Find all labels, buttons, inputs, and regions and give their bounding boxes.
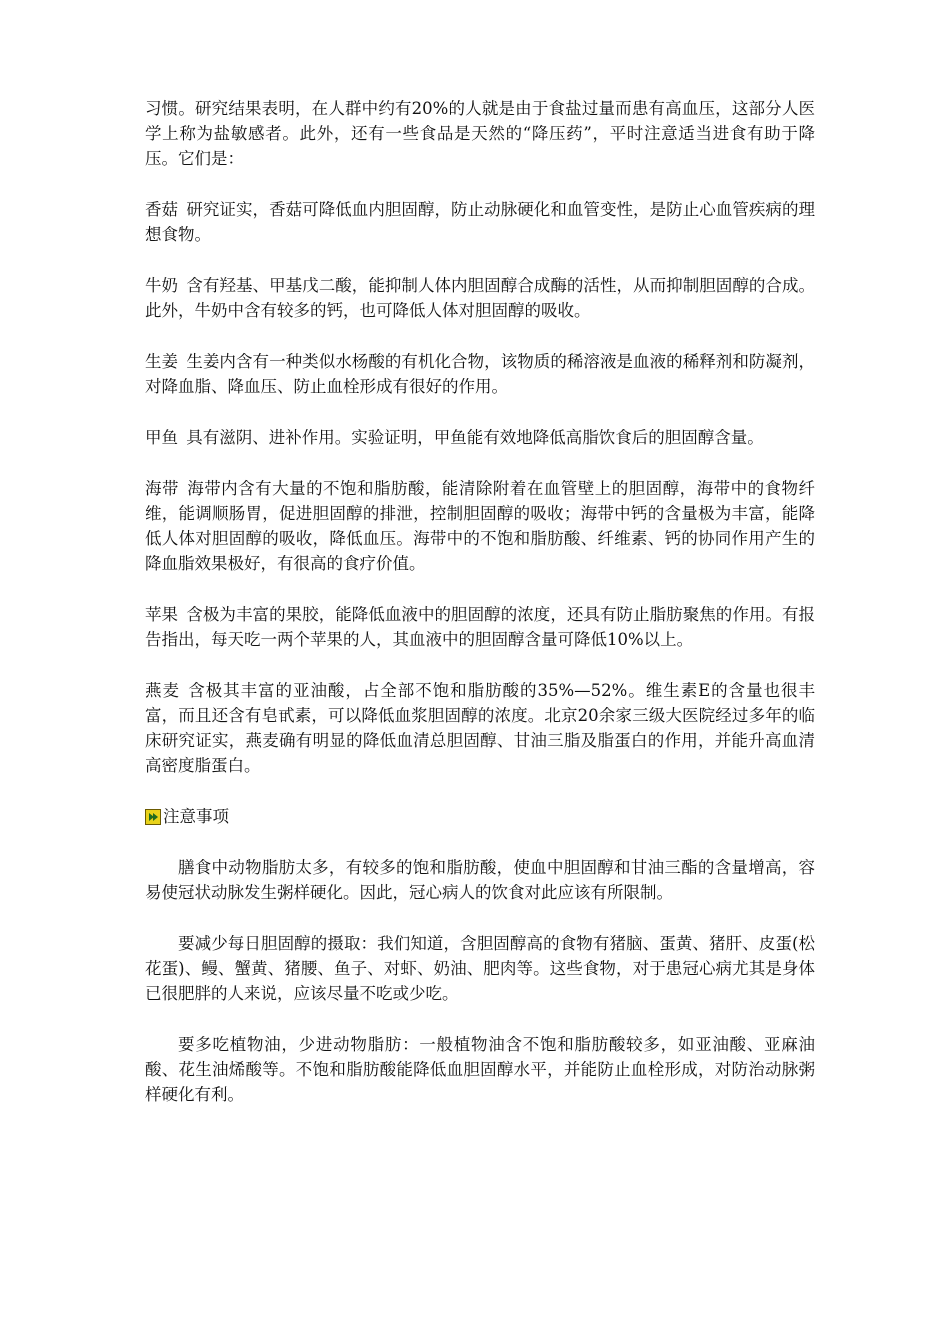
food-item-apple bbox=[145, 602, 815, 652]
food-item-mushroom bbox=[145, 197, 815, 247]
food-description: 含有羟基、甲基戊二酸，能抑制人体内胆固醇合成酶的活性，从而抑制胆固醇的合成。此外，牛奶中含有较多的钙，也可降低人体对胆固醇的吸收。 bbox=[145, 276, 816, 320]
food-item-ginger bbox=[145, 349, 815, 399]
food-name: 生姜 bbox=[145, 352, 179, 371]
intro-paragraph: 习惯。研究结果表明，在人群中约有20%的人就是由于食盐过量而患有高血压，这部分人医学上称为盐敏感者。此外，还有一些食品是天然的“降压药”，平时注意适当进食有助于降压。它们是： bbox=[145, 99, 815, 168]
food-description: 具有滋阴、进补作用。实验证明，甲鱼能有效地降低高脂饮食后的胆固醇含量。 bbox=[186, 428, 764, 447]
note-paragraph: 要减少每日胆固醇的摄取：我们知道，含胆固醇高的食物有猪脑、蛋黄、猪肝、皮蛋(松花蛋)、鳗、蟹黄、猪腰、鱼子、对虾、奶油、肥肉等。这些食物，对于患冠心病尤其是身体已很肥胖的人来说，应该尽量不吃或少吃。 bbox=[145, 934, 815, 1003]
notes-heading-text: 注意事项 bbox=[163, 807, 229, 826]
food-item-kelp bbox=[145, 476, 815, 576]
food-description: 研究证实，香菇可降低血内胆固醇，防止动脉硬化和血管变性，是防止心血管疾病的理想食物。 bbox=[145, 200, 816, 244]
food-description: 含极其丰富的亚油酸，占全部不饱和脂肪酸的35%—52%。维生素E的含量也很丰富，而且还含有皂甙素，可以降低血浆胆固醇的浓度。北京20余家三级大医院经过多年的临床研究证实，燕麦确有明显的降低血清总胆固醇、甘油三脂及脂蛋白的作用，并能升高血清高密度脂蛋白。 bbox=[145, 681, 815, 775]
food-description: 海带内含有大量的不饱和脂肪酸，能清除附着在血管壁上的胆固醇，海带中的食物纤维，能调顺肠胃，促进胆固醇的排泄，控制胆固醇的吸收；海带中钙的含量极为丰富，能降低人体对胆固醇的吸收，降低血压。海带中的不饱和脂肪酸、纤维素、钙的协同作用产生的降血脂效果极好，有很高的食疗价值。 bbox=[145, 479, 816, 573]
food-name: 海带 bbox=[145, 479, 179, 498]
food-name: 牛奶 bbox=[145, 276, 179, 295]
food-name: 苹果 bbox=[145, 605, 179, 624]
food-item-turtle bbox=[145, 425, 815, 450]
note-paragraph: 要多吃植物油，少进动物脂肪：一般植物油含不饱和脂肪酸较多，如亚油酸、亚麻油酸、花生油烯酸等。不饱和脂肪酸能降低血胆固醇水平，并能防止血栓形成，对防治动脉粥样硬化有利。 bbox=[145, 1035, 815, 1104]
food-item-milk bbox=[145, 273, 815, 323]
food-name: 燕麦 bbox=[145, 681, 180, 700]
notes-heading bbox=[145, 804, 815, 829]
food-description: 生姜内含有一种类似水杨酸的有机化合物，该物质的稀溶液是血液的稀释剂和防凝剂，对降血脂、降血压、防止血栓形成有很好的作用。 bbox=[145, 352, 816, 396]
food-name: 甲鱼 bbox=[145, 428, 178, 447]
food-item-oats bbox=[145, 678, 815, 778]
food-name: 香菇 bbox=[145, 200, 179, 219]
note-paragraph: 膳食中动物脂肪太多，有较多的饱和脂肪酸，使血中胆固醇和甘油三酯的含量增高，容易使冠状动脉发生粥样硬化。因此，冠心病人的饮食对此应该有所限制。 bbox=[145, 858, 815, 902]
document-page bbox=[145, 96, 815, 1133]
food-description: 含极为丰富的果胶，能降低血液中的胆固醇的浓度，还具有防止脂肪聚焦的作用。有报告指出，每天吃一两个苹果的人，其血液中的胆固醇含量可降低10%以上。 bbox=[145, 605, 816, 649]
arrow-bullet-icon bbox=[145, 809, 161, 825]
